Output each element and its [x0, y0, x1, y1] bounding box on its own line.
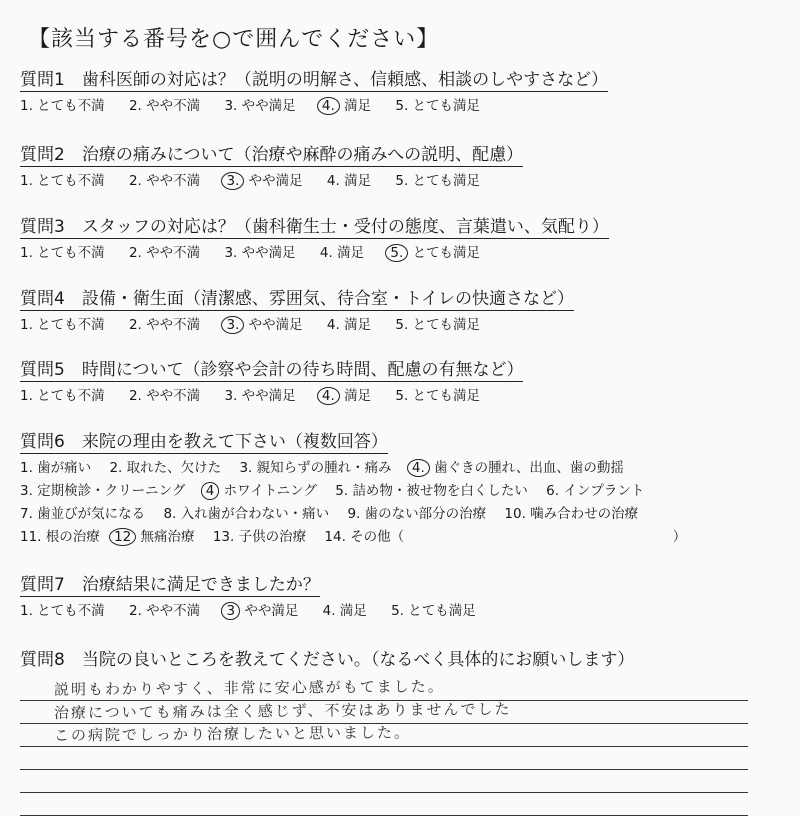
q3-option-5-label: とても満足 — [412, 245, 481, 261]
question-3-options — [20, 242, 780, 264]
q6-option-14[interactable]: 14. その他（ — [324, 529, 405, 545]
question-1-options — [20, 95, 780, 117]
q6-line-4 — [20, 526, 780, 549]
q6-option-7[interactable]: 7. 歯並びが気になる — [20, 506, 146, 522]
q6-line-2 — [20, 480, 780, 503]
q2-option-2[interactable]: 2. やや不満 — [128, 173, 201, 189]
answer-line-5 — [20, 770, 748, 793]
question-3-title: 質問3 スタッフの対応は？（歯科衛生士・受付の態度、言葉遣い、気配り） — [20, 217, 609, 237]
q7-option-1[interactable]: 1. とても不満 — [20, 603, 105, 619]
q7-option-3-label: やや満足 — [244, 603, 299, 619]
q6-option-10[interactable]: 10. 噛み合わせの治療 — [504, 506, 639, 522]
q6-option-13[interactable]: 13. 子供の治療 — [212, 529, 307, 545]
answer-area[interactable] — [20, 678, 748, 816]
q6-option-1[interactable]: 1. 歯が痛い — [20, 460, 92, 476]
q6-option-whitening-label: ホワイトニング — [223, 483, 317, 499]
q3-circle-mark: 5. — [385, 244, 408, 262]
question-8 — [20, 650, 780, 671]
q5-option-2[interactable]: 2. やや不満 — [128, 388, 201, 404]
q4-option-2[interactable]: 2. やや不満 — [128, 317, 201, 333]
q7-circle-mark: 3 — [221, 602, 240, 620]
q7-option-2[interactable]: 2. やや不満 — [128, 603, 201, 619]
question-5-options — [20, 385, 780, 407]
q2-option-5[interactable]: 5. とても満足 — [395, 173, 481, 189]
q6-option-2[interactable]: 2. 取れた、欠けた — [109, 460, 222, 476]
q6-option-4-label: 歯ぐきの腫れ、出血、歯の動揺 — [434, 460, 624, 476]
q2-option-1[interactable]: 1. とても不満 — [20, 173, 105, 189]
question-7-options — [20, 600, 780, 622]
question-5 — [20, 360, 780, 407]
q4-option-4[interactable]: 4. 満足 — [326, 317, 372, 333]
question-1 — [20, 70, 780, 117]
q1-circle-mark: 4. — [317, 97, 340, 115]
answer-text-3: この病院でしっかり治療したいと思いました。 — [53, 723, 412, 745]
q6-other-close-paren: ） — [672, 529, 687, 545]
question-2 — [20, 145, 780, 192]
q6-option-3b[interactable]: 3. 定期検診・クリーニング — [20, 483, 186, 499]
question-2-title: 質問2 治療の痛みについて（治療や麻酔の痛みへの説明、配慮） — [20, 145, 524, 165]
q5-circle-mark: 4. — [317, 387, 340, 405]
q7-option-5[interactable]: 5. とても満足 — [391, 603, 476, 619]
q2-option-3-label: やや満足 — [248, 173, 303, 189]
answer-line-4 — [20, 747, 748, 770]
question-7-title: 質問7 治療結果に満足できましたか？ — [20, 575, 320, 595]
q5-option-3[interactable]: 3. やや満足 — [224, 388, 296, 404]
answer-text-2: 治療についても痛みは全く感じず、不安はありませんでした — [53, 700, 512, 722]
answer-line-1 — [20, 678, 748, 701]
answer-line-2 — [20, 701, 748, 724]
q5-option-1[interactable]: 1. とても不満 — [20, 388, 105, 404]
q6-option-12-label: 無痛治療 — [140, 529, 195, 545]
q6-option-9[interactable]: 9. 歯のない部分の治療 — [347, 506, 487, 522]
answer-text-1: 説明もわかりやすく、非常に安心感がもてました。 — [53, 677, 445, 699]
q4-option-1[interactable]: 1. とても不満 — [20, 317, 105, 333]
q6-line-3 — [20, 503, 780, 526]
q6-option-3[interactable]: 3. 親知らずの腫れ・痛み — [239, 460, 392, 476]
question-8-title: 質問8 当院の良いところを教えてください。（なるべく具体的にお願いします） — [20, 650, 635, 670]
question-5-title: 質問5 時間について（診察や会計の待ち時間、配慮の有無など） — [20, 360, 524, 380]
question-2-options — [20, 170, 780, 192]
q5-option-5[interactable]: 5. とても満足 — [395, 388, 481, 404]
q1-option-2[interactable]: 2. やや不満 — [128, 98, 201, 114]
q4-option-3-selected[interactable] — [224, 314, 302, 336]
q6-option-11[interactable]: 11. 根の治療 — [20, 529, 100, 545]
q3-option-5-selected[interactable] — [388, 242, 480, 264]
q6-circle-mark-4: 4. — [407, 459, 430, 477]
question-7 — [20, 575, 780, 622]
q1-option-4-selected[interactable] — [320, 95, 371, 117]
q6-circle-mark-12: 12 — [109, 528, 136, 546]
q7-option-4[interactable]: 4. 満足 — [322, 603, 367, 619]
q5-option-4-label: 満足 — [344, 388, 372, 404]
q2-option-4[interactable]: 4. 満足 — [326, 173, 372, 189]
question-6-title: 質問6 来院の理由を教えて下さい（複数回答） — [20, 432, 388, 452]
q3-option-1[interactable]: 1. とても不満 — [20, 245, 105, 261]
q5-option-4-selected[interactable] — [320, 385, 371, 407]
q1-option-1[interactable]: 1. とても不満 — [20, 98, 105, 114]
answer-line-3 — [20, 724, 748, 747]
q6-option-5[interactable]: 5. 詰め物・被せ物を白くしたい — [335, 483, 528, 499]
q2-option-3-selected[interactable] — [224, 170, 302, 192]
question-4-title: 質問4 設備・衛生面（清潔感、雰囲気、待合室・トイレの快適さなど） — [20, 289, 574, 309]
question-1-title: 質問1 歯科医師の対応は？（説明の明解さ、信頼感、相談のしやすさなど） — [20, 70, 609, 90]
question-4 — [20, 289, 780, 336]
q6-option-4-selected[interactable] — [410, 457, 624, 480]
q2-circle-mark: 3. — [221, 172, 244, 190]
q3-option-2[interactable]: 2. やや不満 — [128, 245, 201, 261]
q3-option-3[interactable]: 3. やや満足 — [224, 245, 296, 261]
q7-option-3-selected[interactable] — [224, 600, 298, 622]
q1-option-3[interactable]: 3. やや満足 — [224, 98, 296, 114]
question-3 — [20, 217, 780, 264]
q4-circle-mark: 3. — [221, 316, 244, 334]
q4-option-5[interactable]: 5. とても満足 — [395, 317, 481, 333]
q4-option-3-label: やや満足 — [248, 317, 303, 333]
question-4-options — [20, 314, 780, 336]
q6-option-8[interactable]: 8. 入れ歯が合わない・痛い — [163, 506, 330, 522]
q6-option-6[interactable]: 6. インプラント — [546, 483, 645, 499]
q6-option-whitening-selected[interactable] — [204, 480, 317, 503]
q1-option-4-label: 満足 — [344, 98, 372, 114]
q3-option-4[interactable]: 4. 満足 — [319, 245, 365, 261]
q6-option-12-selected[interactable] — [112, 526, 194, 549]
question-6 — [20, 432, 780, 549]
q1-option-5[interactable]: 5. とても満足 — [395, 98, 481, 114]
instruction-header: 【該当する番号を○で囲んでください】 — [28, 27, 440, 52]
q6-circle-mark-whitening: 4 — [201, 482, 220, 500]
q6-line-1 — [20, 457, 780, 480]
